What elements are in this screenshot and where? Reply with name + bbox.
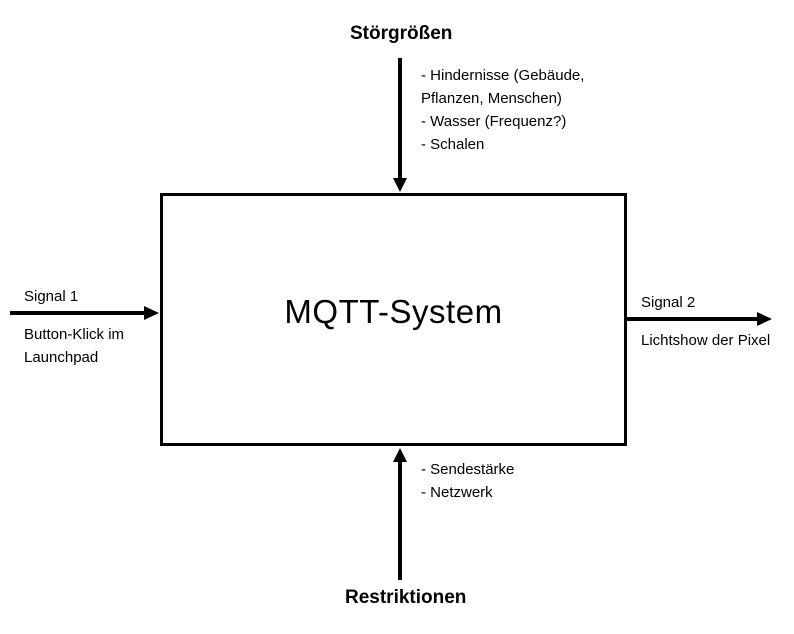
restriktionen-list	[421, 458, 514, 504]
signal2-description-line: Lichtshow der Pixel	[641, 332, 771, 349]
stoergroessen-item-line: Pflanzen, Menschen)	[421, 90, 562, 107]
stoergroessen-title: Störgrößen	[350, 23, 453, 44]
stoergroessen-list	[421, 64, 584, 156]
stoergroessen-item-line: - Wasser (Frequenz?)	[421, 113, 567, 130]
mqtt-system-box	[160, 193, 627, 446]
signal1-description-line: Button-Klick im	[24, 326, 125, 343]
restriktionen-item-line: - Sendestärke	[421, 461, 515, 478]
stoergroessen-item-line: - Hindernisse (Gebäude,	[421, 67, 585, 84]
signal1-description	[24, 323, 124, 369]
right-arrow-signal2	[625, 312, 772, 326]
top-arrow-stoergroessen	[393, 58, 407, 192]
signal2-description	[641, 329, 770, 352]
signal1-label: Signal 1	[24, 288, 79, 305]
mqtt-system-label: MQTT-System	[284, 292, 503, 330]
signal2-label: Signal 2	[641, 294, 696, 311]
restriktionen-item-line: - Netzwerk	[421, 484, 493, 501]
left-arrow-signal1	[10, 306, 159, 320]
restriktionen-title: Restriktionen	[345, 587, 467, 608]
signal1-description-line: Launchpad	[24, 349, 99, 366]
bottom-arrow-restriktionen	[393, 448, 407, 580]
stoergroessen-item-line: - Schalen	[421, 136, 485, 153]
